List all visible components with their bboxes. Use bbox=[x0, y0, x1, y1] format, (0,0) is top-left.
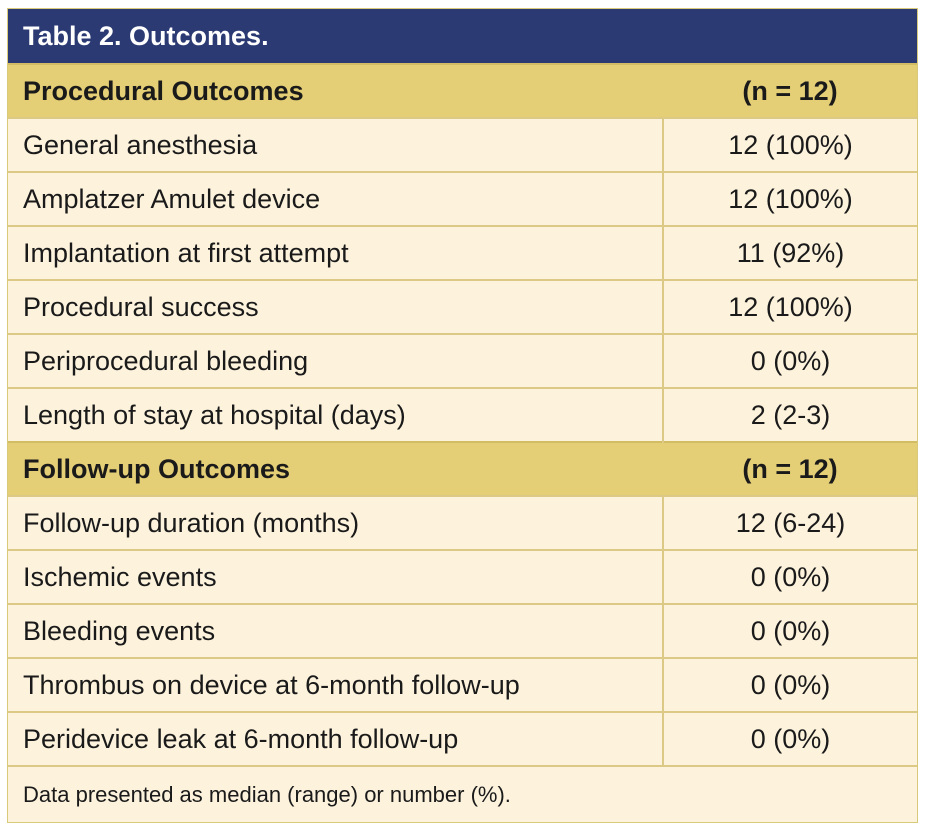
section-header-procedural bbox=[8, 64, 917, 118]
row-value: 0 (0%) bbox=[663, 712, 917, 766]
table-row bbox=[8, 280, 917, 334]
row-value: 0 (0%) bbox=[663, 334, 917, 388]
table-row bbox=[8, 550, 917, 604]
table-row bbox=[8, 334, 917, 388]
row-label: Thrombus on device at 6-month follow-up bbox=[8, 658, 663, 712]
footnote-row bbox=[8, 766, 917, 822]
row-label: Implantation at first attempt bbox=[8, 226, 663, 280]
row-label: Ischemic events bbox=[8, 550, 663, 604]
table-row bbox=[8, 388, 917, 442]
table-row bbox=[8, 712, 917, 766]
row-value: 0 (0%) bbox=[663, 604, 917, 658]
section-label: Procedural Outcomes bbox=[8, 64, 663, 118]
table-row bbox=[8, 604, 917, 658]
section-n: (n = 12) bbox=[663, 442, 917, 496]
row-label: Procedural success bbox=[8, 280, 663, 334]
row-label: Length of stay at hospital (days) bbox=[8, 388, 663, 442]
section-label: Follow-up Outcomes bbox=[8, 442, 663, 496]
row-value: 0 (0%) bbox=[663, 550, 917, 604]
row-label: Bleeding events bbox=[8, 604, 663, 658]
row-label: Follow-up duration (months) bbox=[8, 496, 663, 550]
row-label: General anesthesia bbox=[8, 118, 663, 172]
section-n: (n = 12) bbox=[663, 64, 917, 118]
row-value: 12 (100%) bbox=[663, 280, 917, 334]
row-value: 2 (2-3) bbox=[663, 388, 917, 442]
row-label: Peridevice leak at 6-month follow-up bbox=[8, 712, 663, 766]
outcomes-table bbox=[7, 8, 918, 823]
row-value: 11 (92%) bbox=[663, 226, 917, 280]
table-row bbox=[8, 118, 917, 172]
row-value: 0 (0%) bbox=[663, 658, 917, 712]
section-header-follow-up bbox=[8, 442, 917, 496]
row-value: 12 (100%) bbox=[663, 172, 917, 226]
footnote: Data presented as median (range) or number (%). bbox=[8, 766, 917, 822]
table-row bbox=[8, 172, 917, 226]
table-row bbox=[8, 226, 917, 280]
row-label: Amplatzer Amulet device bbox=[8, 172, 663, 226]
row-value: 12 (100%) bbox=[663, 118, 917, 172]
table-title: Table 2. Outcomes. bbox=[8, 9, 917, 63]
table-row bbox=[8, 496, 917, 550]
row-value: 12 (6-24) bbox=[663, 496, 917, 550]
outcomes-grid bbox=[8, 63, 917, 822]
table-row bbox=[8, 658, 917, 712]
row-label: Periprocedural bleeding bbox=[8, 334, 663, 388]
